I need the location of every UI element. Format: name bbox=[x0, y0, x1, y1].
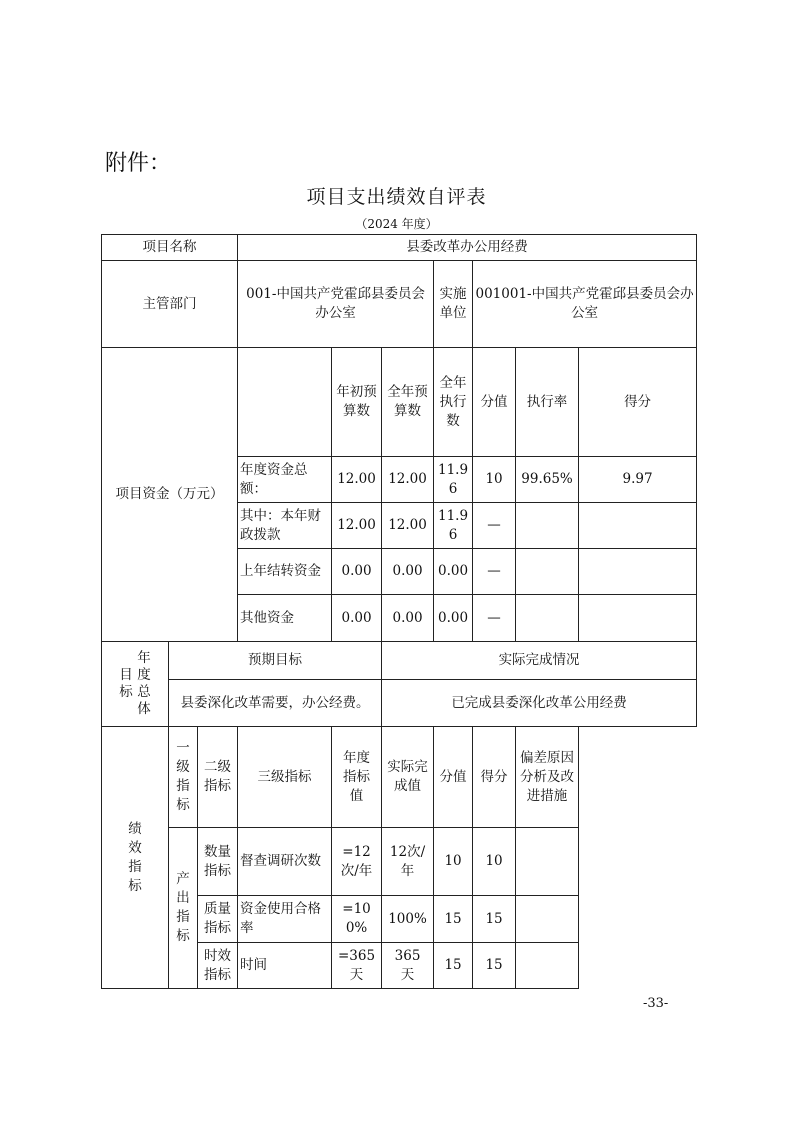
ind-header-level2: 二级指标 bbox=[198, 727, 238, 828]
ind-row-weight: 15 bbox=[434, 896, 473, 943]
ind-header-level3: 三级指标 bbox=[238, 727, 332, 828]
funds-row-weight: — bbox=[473, 549, 516, 595]
ind-row-target: =100% bbox=[332, 896, 382, 943]
ind-row-level2: 时效指标 bbox=[198, 943, 238, 989]
funds-row-name: 上年结转资金 bbox=[238, 549, 332, 595]
ind-header-reason: 偏差原因分析及改进措施 bbox=[516, 727, 579, 828]
page-number: -33- bbox=[643, 996, 669, 1011]
funds-row-weight: 10 bbox=[473, 457, 516, 503]
year-label: （2024 年度） bbox=[355, 217, 438, 231]
funds-header-score: 得分 bbox=[579, 348, 697, 457]
indicators-label: 绩效指标 bbox=[102, 727, 169, 989]
ind-row-weight: 15 bbox=[434, 943, 473, 989]
ind-header-level1: 一级指标 bbox=[169, 727, 198, 828]
funds-label: 项目资金（万元） bbox=[102, 348, 238, 642]
evaluation-table bbox=[101, 234, 697, 989]
funds-row-annual: 12.00 bbox=[382, 457, 434, 503]
ind-header-weight: 分值 bbox=[434, 727, 473, 828]
ind-row-target: =365天 bbox=[332, 943, 382, 989]
funds-row-name: 其他资金 bbox=[238, 595, 332, 642]
ind-row-level2: 数量指标 bbox=[198, 828, 238, 896]
goals-label-cell bbox=[102, 642, 169, 727]
funds-row-rate bbox=[516, 503, 579, 549]
funds-header-rate: 执行率 bbox=[516, 348, 579, 457]
funds-header-weight: 分值 bbox=[473, 348, 516, 457]
funds-row-score bbox=[579, 549, 697, 595]
funds-row-name: 其中：本年财政拨款 bbox=[238, 503, 332, 549]
funds-row-rate: 99.65% bbox=[516, 457, 579, 503]
funds-row-executed: 11.96 bbox=[434, 503, 473, 549]
ind-row-actual: 100% bbox=[382, 896, 434, 943]
funds-row-initial: 0.00 bbox=[332, 595, 382, 642]
ind-row-score: 15 bbox=[473, 943, 516, 989]
funds-row-name: 年度资金总额： bbox=[238, 457, 332, 503]
dept-value: 001-中国共产党霍邱县委员会办公室 bbox=[238, 261, 434, 348]
goals-actual-value: 已完成县委深化改革公用经费 bbox=[382, 680, 697, 727]
goals-label-a: 年度总体 bbox=[137, 650, 151, 717]
indicator-row bbox=[102, 828, 697, 896]
funds-row-score: 9.97 bbox=[579, 457, 697, 503]
funds-header-annual: 全年预算数 bbox=[382, 348, 434, 457]
ind-row-actual: 365天 bbox=[382, 943, 434, 989]
funds-row-rate bbox=[516, 549, 579, 595]
funds-row-annual: 12.00 bbox=[382, 503, 434, 549]
ind-row-score: 10 bbox=[473, 828, 516, 896]
ind-row-reason bbox=[516, 896, 579, 943]
goals-expected-value: 县委深化改革需要，办公经费。 bbox=[169, 680, 382, 727]
ind-header-target: 年度指标值 bbox=[332, 727, 382, 828]
attachment-label: 附件： bbox=[105, 151, 172, 176]
dept-label: 主管部门 bbox=[102, 261, 238, 348]
impl-value: 001001-中国共产党霍邱县委员会办公室 bbox=[473, 261, 697, 348]
funds-row-rate bbox=[516, 595, 579, 642]
funds-row-weight: — bbox=[473, 595, 516, 642]
funds-header-blank bbox=[238, 348, 332, 457]
funds-row-initial: 0.00 bbox=[332, 549, 382, 595]
ind-level1: 产出指标 bbox=[169, 828, 198, 989]
funds-row-executed: 0.00 bbox=[434, 549, 473, 595]
goals-label-b: 目标 bbox=[119, 667, 133, 700]
funds-row-initial: 12.00 bbox=[332, 503, 382, 549]
goals-expected-header: 预期目标 bbox=[169, 642, 382, 680]
funds-row-annual: 0.00 bbox=[382, 549, 434, 595]
ind-row-reason bbox=[516, 943, 579, 989]
ind-row-target: =12次/年 bbox=[332, 828, 382, 896]
impl-label: 实施单位 bbox=[434, 261, 473, 348]
project-name-label: 项目名称 bbox=[102, 235, 238, 261]
ind-row-level3: 时间 bbox=[238, 943, 332, 989]
ind-row-weight: 10 bbox=[434, 828, 473, 896]
funds-row-executed: 11.96 bbox=[434, 457, 473, 503]
funds-row-executed: 0.00 bbox=[434, 595, 473, 642]
funds-row-score bbox=[579, 595, 697, 642]
ind-row-score: 15 bbox=[473, 896, 516, 943]
ind-header-actual: 实际完成值 bbox=[382, 727, 434, 828]
project-name-value: 县委改革办公用经费 bbox=[238, 235, 697, 261]
funds-row-score bbox=[579, 503, 697, 549]
page-title: 项目支出绩效自评表 bbox=[306, 186, 487, 208]
funds-row-weight: — bbox=[473, 503, 516, 549]
funds-row-initial: 12.00 bbox=[332, 457, 382, 503]
funds-row-annual: 0.00 bbox=[382, 595, 434, 642]
ind-row-level3: 资金使用合格率 bbox=[238, 896, 332, 943]
ind-header-score: 得分 bbox=[473, 727, 516, 828]
ind-row-actual: 12次/年 bbox=[382, 828, 434, 896]
ind-row-level3: 督查调研次数 bbox=[238, 828, 332, 896]
ind-row-reason bbox=[516, 828, 579, 896]
funds-header-executed: 全年执行数 bbox=[434, 348, 473, 457]
ind-row-level2: 质量指标 bbox=[198, 896, 238, 943]
funds-header-initial: 年初预算数 bbox=[332, 348, 382, 457]
goals-actual-header: 实际完成情况 bbox=[382, 642, 697, 680]
